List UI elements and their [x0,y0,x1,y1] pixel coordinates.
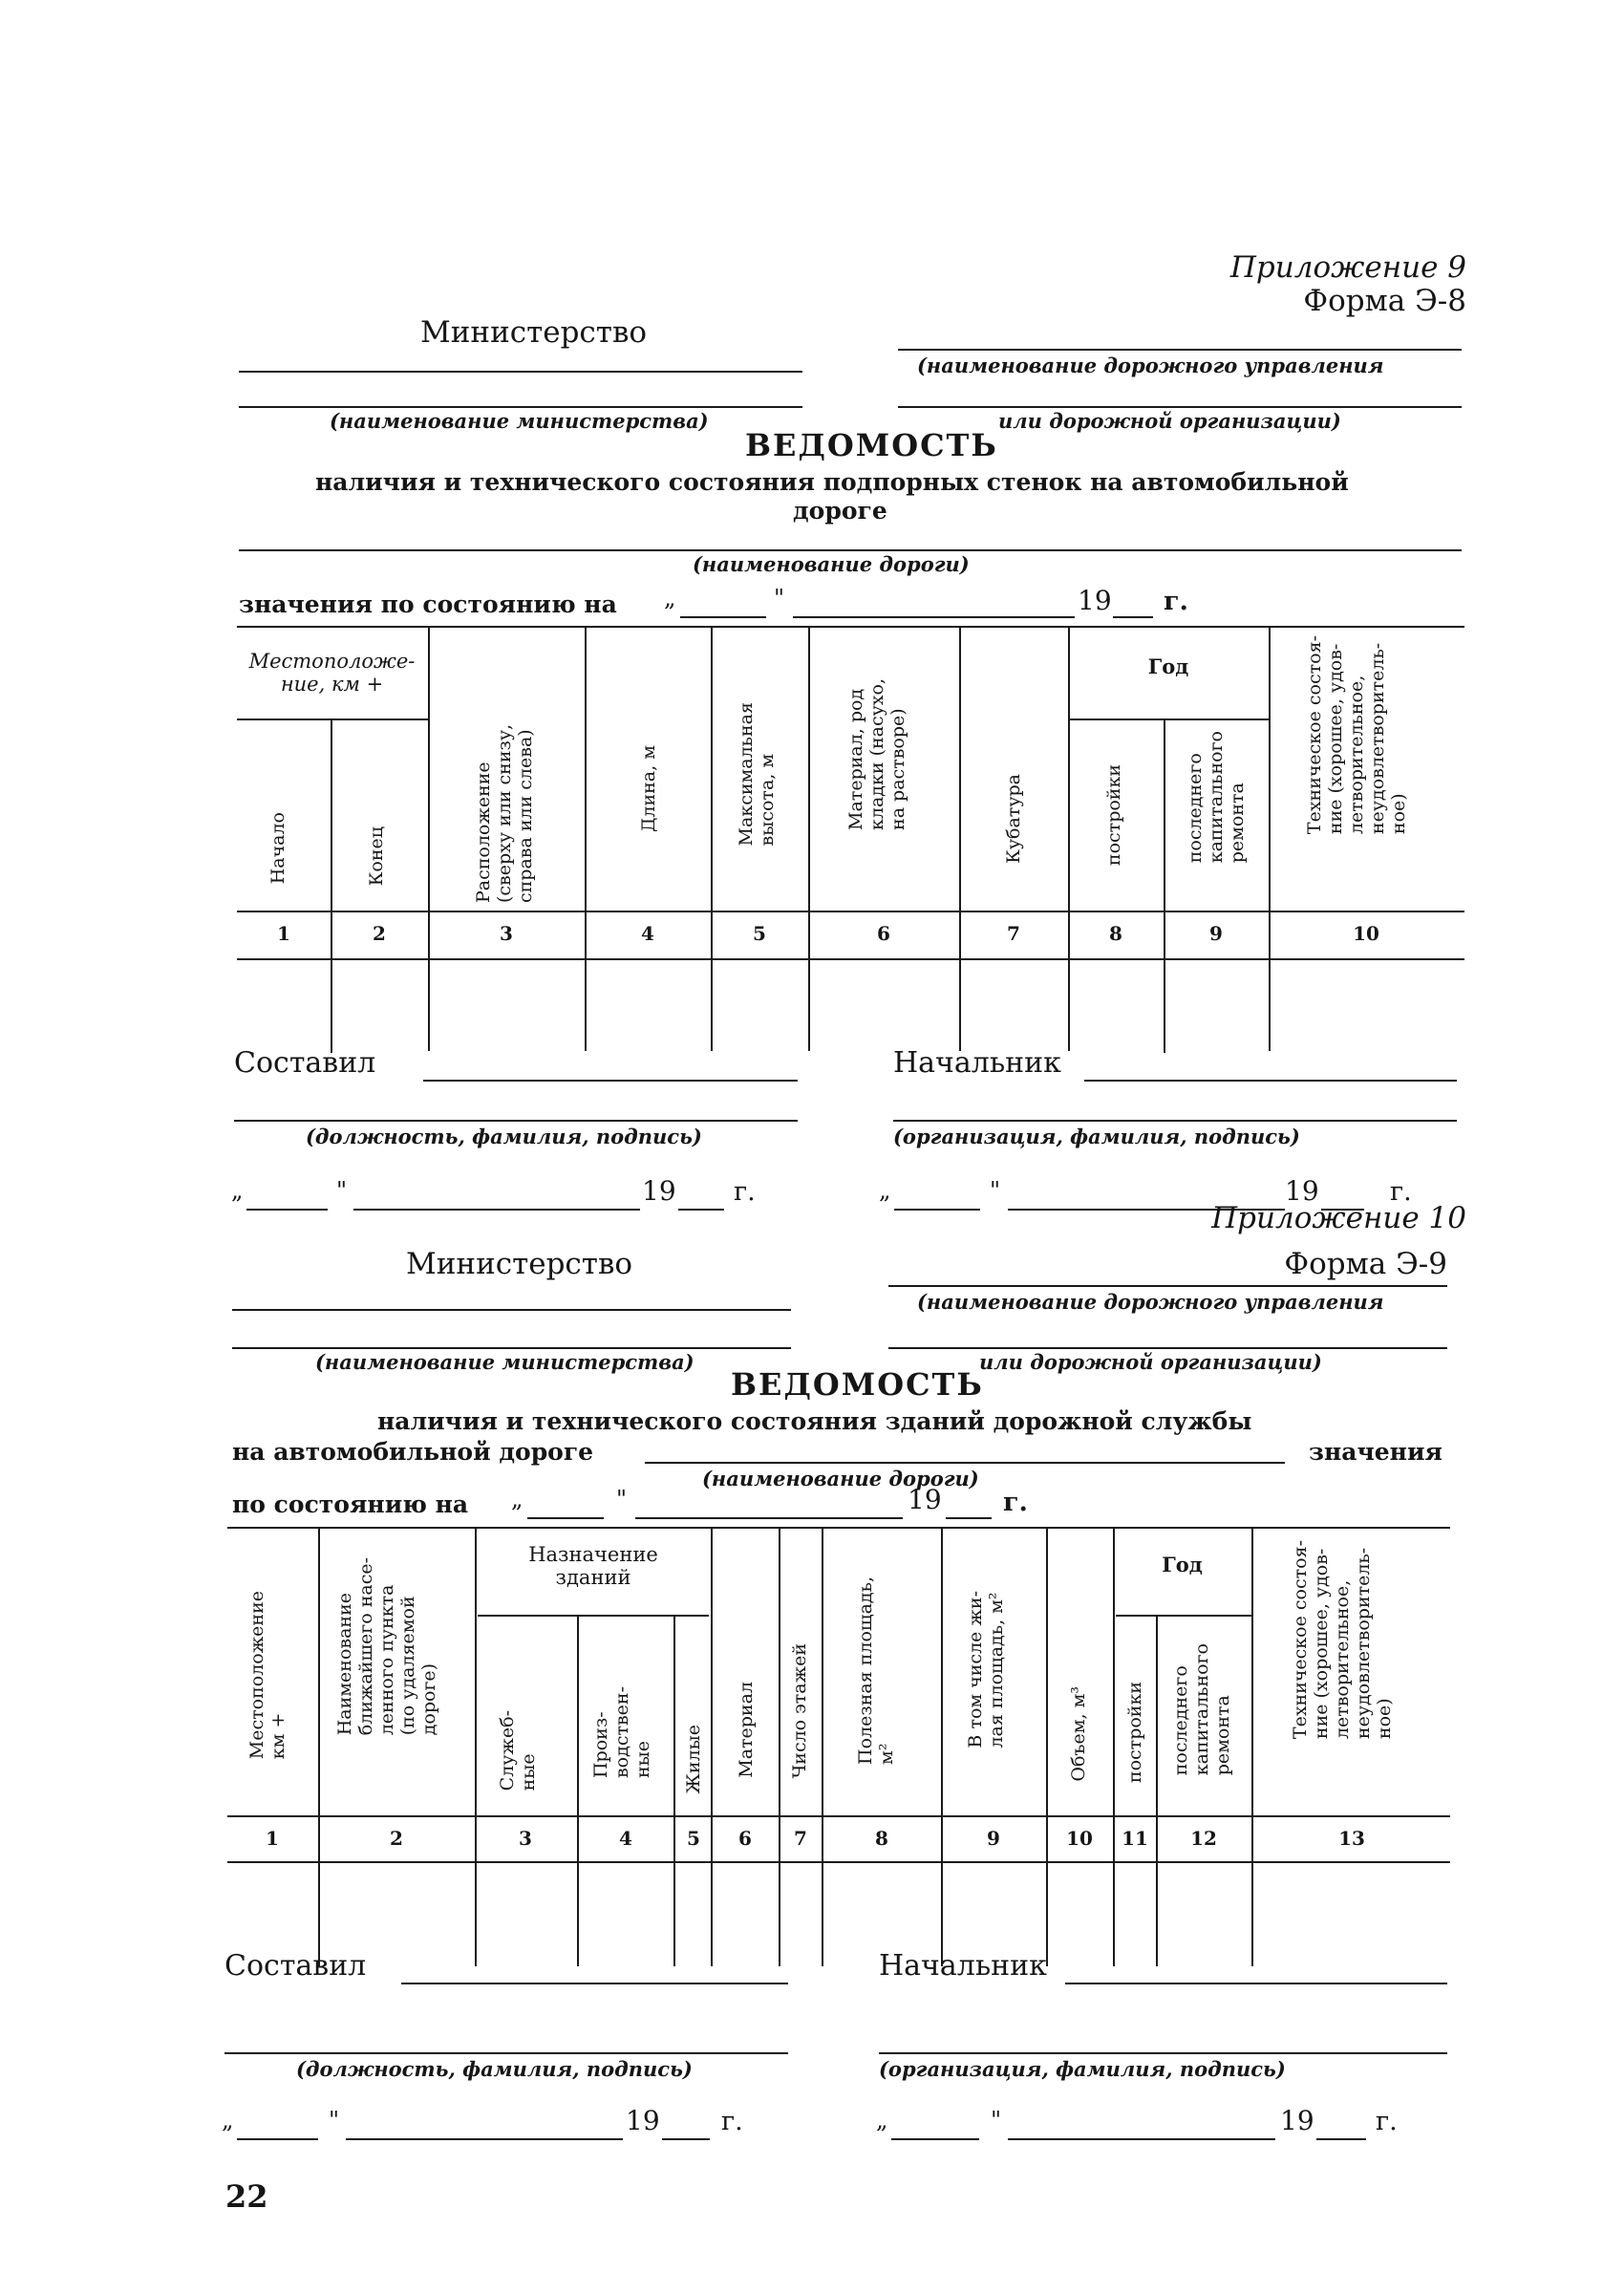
compiled-sign-line-2[interactable] [224,2052,788,2054]
col-divider [318,1527,320,1966]
header-material: Материал, род кладки (насухо, на растворе) [845,678,908,830]
chief-date-quote-open-2: „ [876,2107,888,2134]
col-divider [1113,1527,1115,1966]
header-production: Произ- водствен- ные [590,1686,653,1779]
header-built: постройки [1103,764,1124,867]
compiled-sign-line[interactable] [234,1120,798,1122]
compiled-date-suffix-2: г. [721,2107,743,2136]
chief-sign-line-2[interactable] [879,2052,1447,2054]
date-year-prefix-2: 19 [908,1484,942,1515]
chief-date-day-line-2[interactable] [891,2138,979,2140]
chief-caption-2: (организация, фамилия, подпись) [879,2057,1286,2081]
chief-date-year-2: 19 [1280,2105,1314,2136]
col-divider [1156,1615,1158,1966]
col-divider [1068,626,1070,1051]
date-prefix-2: по состоянию на [232,1490,469,1518]
document-title: ВЕДОМОСТЬ [745,427,998,463]
compiled-date-quote-close: " [336,1177,348,1204]
compiled-date-quote-open: „ [231,1177,244,1204]
chief-date-year: 19 [1285,1175,1319,1207]
chief-date-quote-open: „ [879,1177,891,1204]
chief-date-quote-close: " [990,1177,1001,1204]
column-number: 1 [277,922,290,945]
road-org-line[interactable] [898,406,1462,408]
ministry-line-1b[interactable] [232,1309,791,1311]
column-number: 11 [1122,1827,1148,1850]
col-divider [808,626,810,1051]
header-location-group: Местоположе- ние, км + [248,650,416,696]
header-purpose-group: Назначение зданий [528,1543,658,1589]
date-year-line[interactable] [1113,616,1153,618]
col-divider [711,626,713,1051]
ministry-caption-2: (наименование министерства) [315,1350,694,1374]
road-dept-caption-2b: или дорожной организации) [979,1350,1322,1374]
chief-date-suffix-2: г. [1376,2107,1398,2136]
compiled-date-quote-open-2: „ [222,2107,234,2134]
header-volume-2: Объем, м³ [1068,1686,1089,1782]
road-org-line-b[interactable] [888,1347,1447,1349]
column-number: 4 [619,1827,632,1850]
ministry-line-2b[interactable] [232,1347,791,1349]
compiled-date-year-line-2[interactable] [662,2138,710,2140]
column-number: 1 [266,1827,279,1850]
date-month-line[interactable] [793,616,1075,618]
col-divider [1269,626,1271,1051]
date-year-prefix: 19 [1078,585,1112,616]
chief-date-year-line-2[interactable] [1316,2138,1366,2140]
compiled-date-year-2: 19 [626,2105,660,2136]
date-year-suffix: г. [1164,587,1188,616]
col-divider [428,626,430,1051]
document-subtitle-1: наличия и технического состояния подпорных стенок на автомобильной [315,468,1349,496]
ministry-label: Министерство [420,315,648,350]
header-repair: последнего капитального ремонта [1185,731,1248,864]
col-divider [959,626,961,1051]
document-subtitle-2-2: на автомобильной дороге [232,1438,594,1466]
column-number: 6 [877,922,890,945]
column-number: 3 [500,922,513,945]
compiled-date-quote-close-2: " [329,2107,340,2134]
header-service: Служеб- ные [497,1710,539,1791]
header-start: Начало [267,812,288,885]
column-number: 9 [987,1827,1000,1850]
header-position: Расположение (сверху или снизу, справа или слева) [473,723,536,903]
date-quote-open: „ [664,585,676,611]
chief-label: Начальник [893,1046,1061,1080]
column-number: 8 [1109,922,1122,945]
table-number-row-bottom [237,958,1464,960]
compiled-label: Составил [234,1046,376,1080]
header-max-height: Максимальная высота, м [736,702,778,847]
header-living-area: В том числе жи- лая площадь, м² [965,1591,1007,1748]
compiled-line-2[interactable] [401,1983,788,1984]
column-number: 10 [1353,922,1379,945]
column-number: 3 [519,1827,532,1850]
col-divider [577,1615,579,1966]
col-divider [711,1527,713,1966]
date-prefix: значения по состоянию на [239,590,617,618]
date-quote-open-2: „ [511,1486,524,1512]
chief-line-2[interactable] [1065,1983,1447,1984]
compiled-date-year: 19 [642,1175,676,1207]
compiled-caption: (должность, фамилия, подпись) [306,1125,702,1148]
document-subtitle-2: дороге [793,497,887,525]
column-number: 10 [1066,1827,1093,1850]
chief-date-day-line[interactable] [894,1209,980,1211]
table-header-bottom [227,1815,1450,1817]
col-divider [475,1527,477,1966]
compiled-date-day-line[interactable] [246,1209,328,1211]
column-number: 6 [738,1827,752,1850]
chief-line[interactable] [1084,1080,1457,1082]
header-residential: Жилые [683,1725,704,1794]
chief-sign-line[interactable] [893,1120,1457,1122]
date-quote-close: " [774,585,785,611]
road-name-line-2[interactable] [645,1462,1285,1464]
column-number: 7 [1007,922,1020,945]
date-day-line-2[interactable] [527,1517,604,1519]
road-caption-2: (наименование дороги) [702,1467,979,1490]
road-dept-caption-1: (наименование дорожного управления [917,354,1384,377]
compiled-date-suffix: г. [734,1177,756,1207]
header-length: Длина, м [638,745,659,833]
col-divider [779,1527,780,1966]
col-divider [331,718,332,1053]
header-useful-area: Полезная площадь, м² [855,1576,897,1765]
date-day-line[interactable] [680,616,766,618]
road-dept-line[interactable] [898,349,1462,351]
document-subtitle-2-1: наличия и технического состояния зданий дорожной службы [377,1407,1252,1435]
table-top-border [227,1527,1450,1529]
road-dept-caption-2: или дорожной организации) [998,409,1341,433]
column-number: 9 [1209,922,1223,945]
compiled-date-year-line[interactable] [678,1209,724,1211]
compiled-label-2: Составил [224,1949,367,1983]
column-number: 13 [1338,1827,1365,1850]
col-divider [585,626,587,1051]
form-label: Форма Э-8 [1303,284,1466,318]
table-number-row-bottom [227,1861,1450,1863]
col-divider [1046,1527,1048,1966]
ministry-line-1[interactable] [239,371,802,373]
column-number: 8 [875,1827,888,1850]
table-sub-border-year [1116,1615,1251,1617]
col-divider [673,1615,675,1966]
col-divider [941,1527,943,1966]
compiled-date-month-line[interactable] [353,1209,640,1211]
date-quote-close-2: " [616,1486,628,1512]
header-end: Конец [366,826,387,887]
chief-date-quote-close-2: " [991,2107,1002,2134]
table-header-bottom [237,911,1464,912]
col-divider [1164,718,1165,1053]
compiled-date-day-line-2[interactable] [237,2138,318,2140]
appendix-label-2: Приложение 10 [1211,1201,1466,1235]
road-name-line[interactable] [239,549,1462,551]
column-number: 5 [753,922,766,945]
ministry-label-2: Министерство [406,1247,633,1281]
compiled-caption-2: (должность, фамилия, подпись) [296,2057,693,2081]
date-year-suffix-2: г. [1003,1488,1028,1517]
road-dept-caption-1b: (наименование дорожного управления [917,1290,1384,1314]
header-condition-2: Техническое состоя- ние (хорошее, удов- летворительное, неудовлетворитель- ное) [1290,1540,1395,1740]
header-condition: Техническое состоя- ние (хорошее, удов- летворительное, неудовлетворитель- ное) [1304,635,1409,835]
header-built-2: постройки [1124,1682,1145,1784]
ministry-caption: (наименование министерства) [330,409,709,433]
table-sub-border-year [1068,718,1269,720]
header-volume: Кубатура [1003,774,1024,864]
column-number: 2 [373,922,386,945]
header-settlement: Наименование ближайшего насе- ленного пункта (по удаляемой дороге) [334,1557,439,1736]
chief-label-2: Начальник [879,1949,1047,1983]
column-number: 4 [641,922,654,945]
compiled-line[interactable] [423,1080,798,1082]
date-month-line-2[interactable] [635,1517,903,1519]
chief-caption: (организация, фамилия, подпись) [893,1125,1300,1148]
form-label-2: Форма Э-9 [1284,1247,1447,1281]
column-number: 5 [687,1827,700,1850]
column-number: 7 [794,1827,807,1850]
header-year-group: Год [1147,654,1189,678]
header-repair-2: последнего капитального ремонта [1170,1643,1233,1776]
col-divider [822,1527,823,1966]
ministry-line-2[interactable] [239,406,802,408]
road-dept-line-b[interactable] [888,1285,1447,1287]
header-material-2: Материал [736,1682,757,1778]
road-caption: (наименование дороги) [693,552,970,576]
chief-date-month-line-2[interactable] [1008,2138,1275,2140]
header-location: Местоположение км + [246,1591,288,1760]
column-number: 2 [390,1827,403,1850]
compiled-date-month-line-2[interactable] [346,2138,623,2140]
column-number: 12 [1190,1827,1217,1850]
page-number: 22 [225,2178,268,2215]
table-sub-border-location [237,718,428,720]
header-floors: Число этажей [789,1643,810,1779]
header-year-group-2: Год [1162,1553,1203,1576]
appendix-label: Приложение 9 [1229,250,1466,285]
chief-date-suffix: г. [1390,1177,1412,1207]
document-title-2: ВЕДОМОСТЬ [731,1366,984,1403]
date-year-line-2[interactable] [946,1517,992,1519]
document-subtitle-2-suffix: значения [1309,1438,1442,1466]
table-top-border [237,626,1464,628]
col-divider [1251,1527,1253,1966]
